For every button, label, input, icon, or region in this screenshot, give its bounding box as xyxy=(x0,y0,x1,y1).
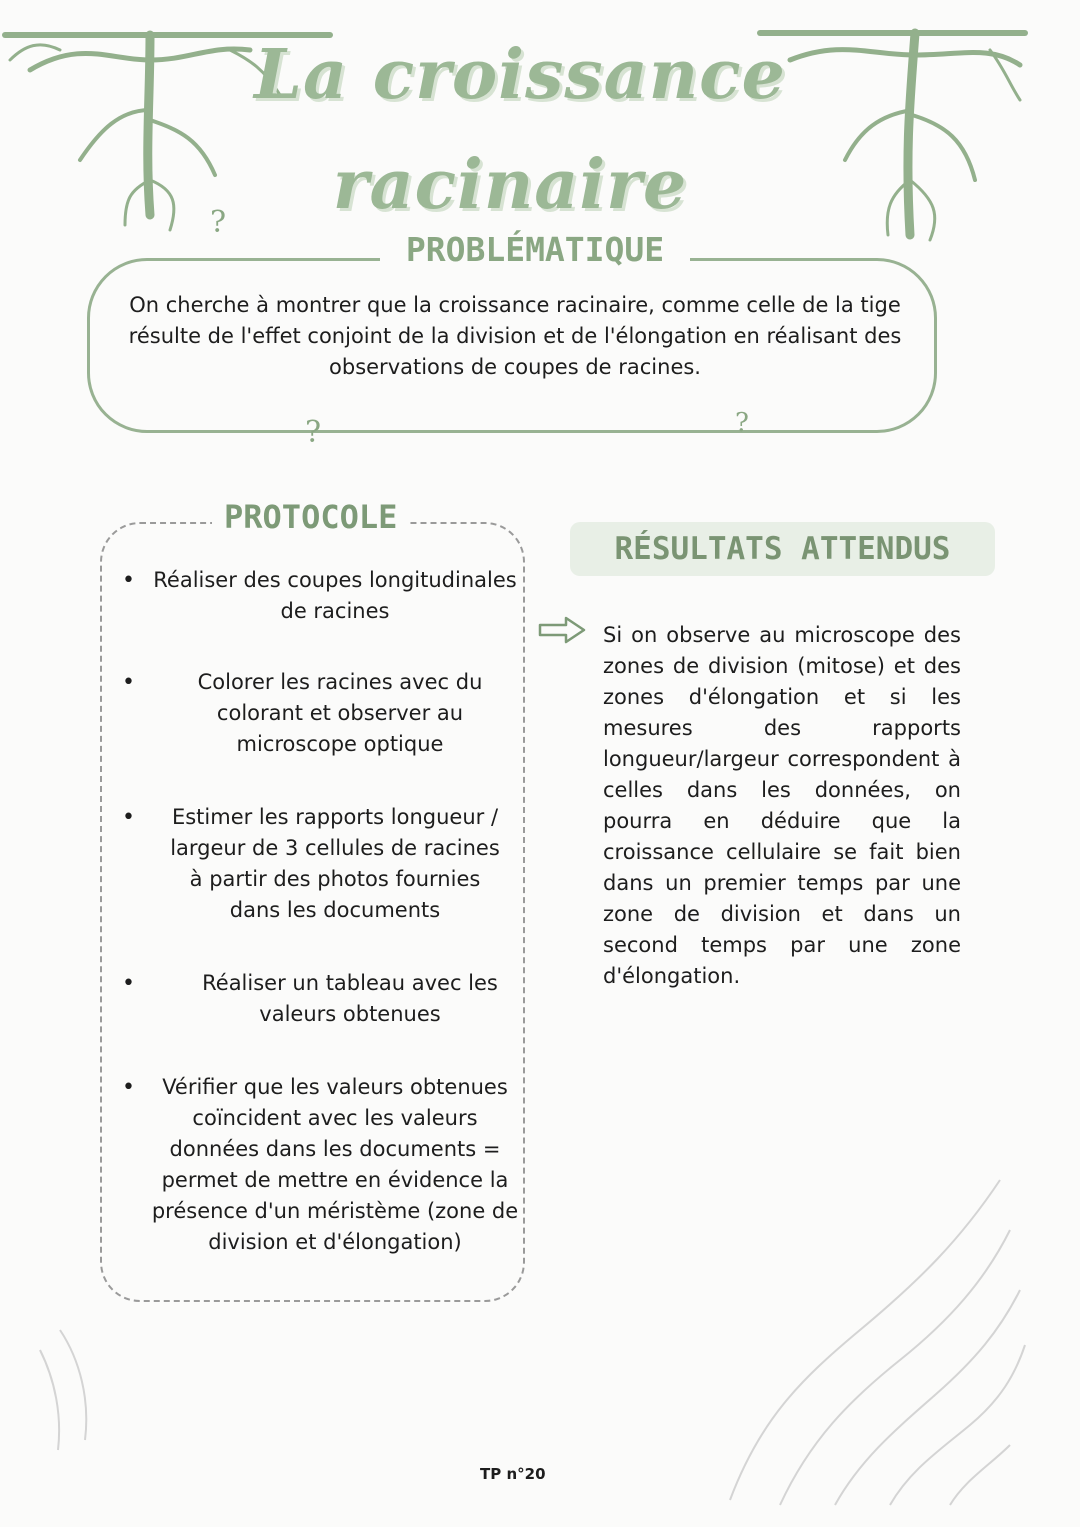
title-line-2: racinaire xyxy=(332,145,688,225)
footer-page-label: TP n°20 xyxy=(480,1465,546,1483)
resultats-label: RÉSULTATS ATTENDUS xyxy=(570,522,995,576)
resultats-text: Si on observe au microscope des zones de division (mitose) et des zones d'élongation et si les mesures des rapports longueur/largeur correspondent à celles dans les données, on pourra en déduire que la croissance cellulaire se fait bien dans un premier temps par une zone de division et dans un second temps par une zone d'élongation. xyxy=(603,623,961,988)
problematique-line: résulte de l'effet conjoint de la division et de l'élongation en réalisant des xyxy=(128,324,902,348)
problematique-label: PROBLÉMATIQUE xyxy=(380,230,690,269)
list-item: • Colorer les racines avec du colorant et observer au microscope optique xyxy=(110,667,520,760)
title-line-1: La croissance xyxy=(254,35,786,115)
question-mark-icon: ? xyxy=(735,408,749,438)
list-item: • Réaliser des coupes longitudinales de racines xyxy=(110,565,520,627)
question-mark-icon: ? xyxy=(210,205,227,240)
problematique-line: observations de coupes de racines. xyxy=(329,355,701,379)
list-item: • Vérifier que les valeurs obtenues coïncident avec les valeurs données dans les documents = permet de mettre en évidence la présence d'un méristème (zone de division et d'élongation) xyxy=(110,1072,520,1258)
protocole-label: PROTOCOLE xyxy=(212,490,409,545)
list-item: • Estimer les rapports longueur / largeur de 3 cellules de racines à partir des photos fournies dans les documents xyxy=(110,802,520,926)
question-mark-icon: ? xyxy=(305,415,322,450)
list-item: • Réaliser un tableau avec les valeurs obtenues xyxy=(110,968,520,1030)
problematique-line: On cherche à montrer que la croissance racinaire, comme celle de la tige xyxy=(129,293,901,317)
